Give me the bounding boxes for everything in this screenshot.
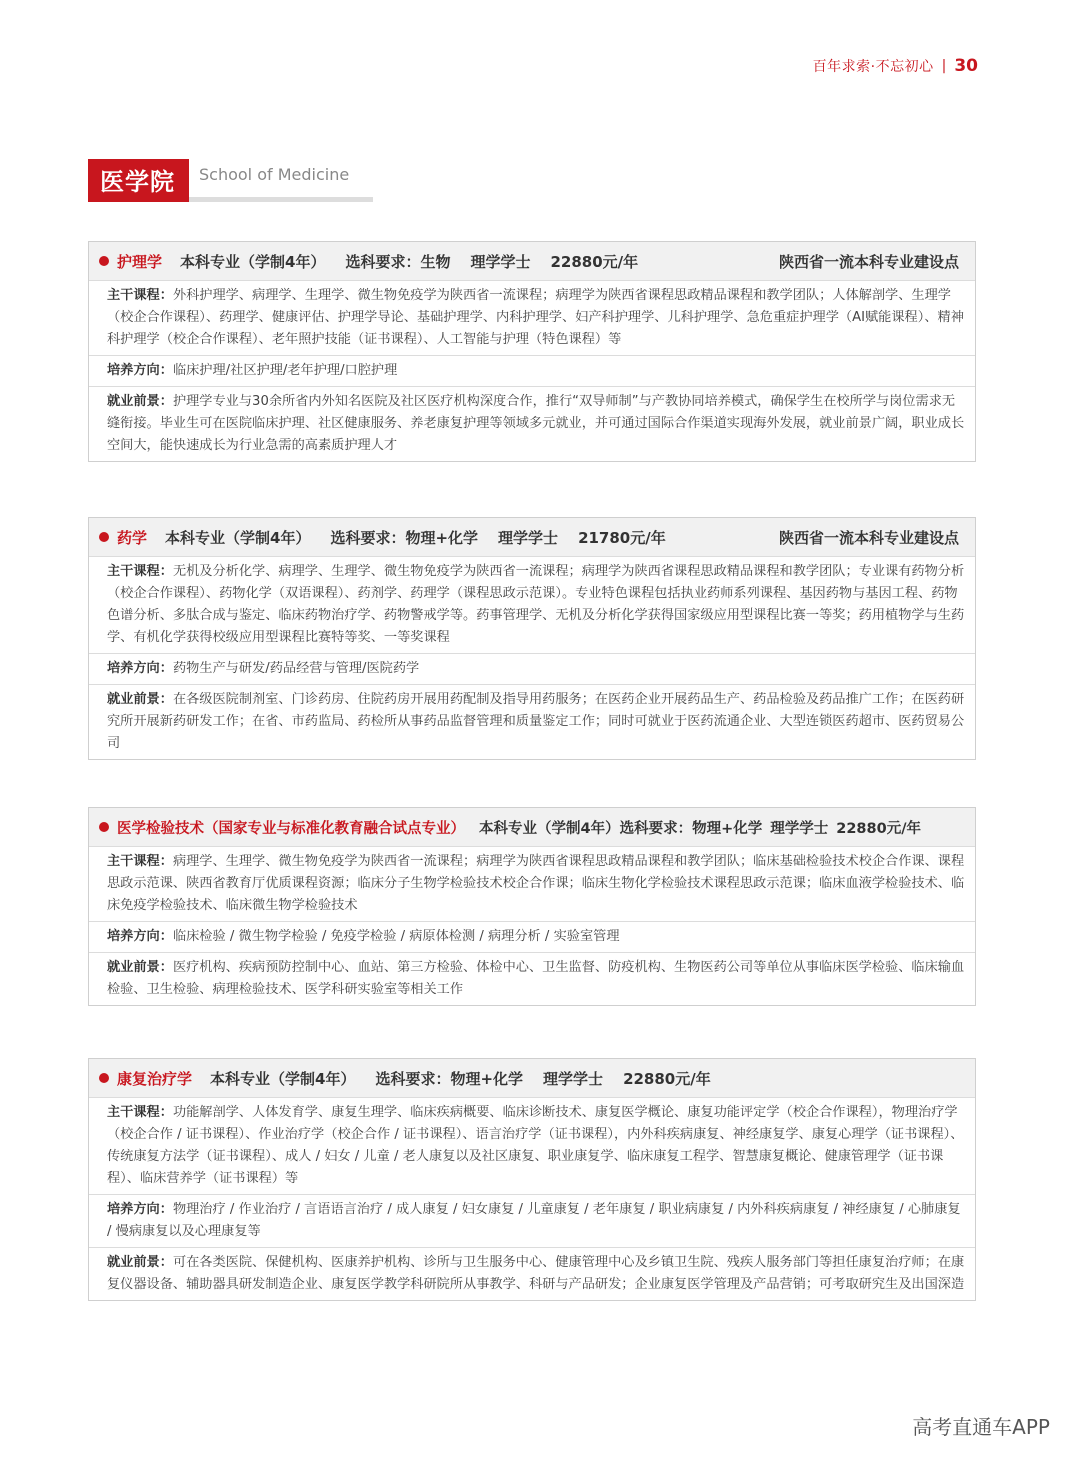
card-header [89,808,975,846]
courses-label: 主干课程： [107,854,173,869]
badge: 陕西省一流本科专业建设点 [778,528,959,547]
slogan: 百年求索·不忘初心 [812,59,934,75]
direction-text: 药物生产与研发/药品经营与管理/医院药学 [172,661,420,676]
courses-label: 主干课程： [107,288,173,303]
courses-label: 主干课程： [107,1105,173,1120]
courses-label: 主干课程： [107,564,173,579]
page-number: 30 [954,56,978,76]
section-title [88,159,373,202]
direction-row [89,653,975,684]
card-header [89,242,975,280]
major-name: 康复治疗学 [117,1069,193,1088]
section-title-en: School of Medicine [189,159,373,202]
degree-type: 本科专业（学制4年） [165,528,311,547]
tuition: 22880元/年 [623,1069,711,1088]
courses-text: 病理学、生理学、微生物免疫学为陕西省一流课程；病理学为陕西省课程思政精品课程和教学团队；临床基础检验技术校企合作课、课程思政示范课、陕西省教育厅优质课程资源；临床分子生物学检验技术校企合作课；临床生物化学检验技术课程思政示范课；临床血液学检验技术、临床免疫学检验技术、临床微生物学检验技术 [107,854,965,913]
degree: 理学学士 [543,1069,604,1088]
tuition: 22880元/年 [836,820,921,837]
bullet-dot-icon [99,256,109,266]
subject-requirement: 选科要求：生物 [345,252,451,271]
card-header [89,518,975,556]
major-card-nursing [88,241,976,462]
employment-text: 护理学专业与30余所省内外知名医院及社区医疗机构深度合作，推行“双导师制”与产教协同培养模式，确保学生在校所学与岗位需求无缝衔接。毕业生可在医院临床护理、社区健康服务、养老康复护理等领域多元就业，并可通过国际合作渠道实现海外发展，就业前景广阔，职业成长空间大，能快速成长为行业急需的高素质护理人才 [107,394,965,453]
watermark: 高考直通车APP [912,1415,1050,1439]
degree-type: 本科专业（学制4年） [479,820,620,837]
employment-row [89,684,975,759]
bullet-dot-icon [99,532,109,542]
courses-text: 外科护理学、病理学、生理学、微生物免疫学为陕西省一流课程；病理学为陕西省课程思政精品课程和教学团队；人体解剖学、生理学（校企合作课程）、药理学、健康评估、护理学导论、基础护理学、内科护理学、妇产科护理学、儿科护理学、急危重症护理学（AI赋能课程）、精神科护理学（校企合作课程）、老年照护技能（证书课程）、人工智能与护理（特色课程）等 [107,288,964,347]
tuition: 22880元/年 [550,252,639,271]
major-name: 医学检验技术（国家专业与标准化教育融合试点专业） [117,820,465,837]
subject-requirement: 选科要求：物理+化学 [619,820,763,837]
subject-requirement: 选科要求：物理+化学 [375,1069,524,1088]
card-header [89,1059,975,1097]
direction-row [89,921,975,952]
degree-type: 本科专业（学制4年） [180,252,326,271]
direction-row [89,355,975,386]
major-card-rehabilitation [88,1058,976,1301]
employment-text: 医疗机构、疾病预防控制中心、血站、第三方检验、体检中心、卫生监督、防疫机构、生物医药公司等单位从事临床医学检验、临床输血检验、卫生检验、病理检验技术、医学科研实验室等相关工作 [107,960,965,997]
direction-label: 培养方向： [107,363,173,378]
direction-text: 临床检验 / 微生物学检验 / 免疫学检验 / 病原体检测 / 病理分析 / 实验室管理 [172,929,620,944]
major-card-pharmacy [88,517,976,760]
courses-text: 功能解剖学、人体发育学、康复生理学、临床疾病概要、临床诊断技术、康复医学概论、康复功能评定学（校企合作课程），物理治疗学（校企合作 / 证书课程）、作业治疗学（校企合作 / 证书课程）、语言治疗学（证书课程），内外科疾病康复、神经康复学、康复心理学（证书课程）、传统康复方法学（证书课程）、成人 / 妇女 / 儿童 / 老人康复以及社区康复、职业康复学、临床康复工程学、智慧康复概论、健康管理学（证书课程）、临床营养学（证书课程）等 [107,1105,964,1186]
employment-text: 可在各类医院、保健机构、医康养护机构、诊所与卫生服务中心、健康管理中心及乡镇卫生院、残疾人服务部门等担任康复治疗师；在康复仪器设备、辅助器具研发制造企业、康复医学教学科研院所从事教学、科研与产品研发；企业康复医学管理及产品营销；可考取研究生及出国深造 [107,1255,965,1292]
courses-text: 无机及分析化学、病理学、生理学、微生物免疫学为陕西省一流课程；病理学为陕西省课程思政精品课程和教学团队；专业课有药物分析（校企合作课程）、药物化学（双语课程）、药剂学、药理学（课程思政示范课）。专业特色课程包括执业药师系列课程、基因药物与基因工程、药物色谱分析、多肽合成与鉴定、临床药物治疗学、药物警戒学等。药事管理学、无机及分析化学获得国家级应用型课程比赛一等奖；药用植物学与生药学、有机化学获得校级应用型课程比赛特等奖、一等奖课程 [107,564,965,645]
page-header [813,56,978,76]
direction-row [89,1194,975,1247]
badge: 陕西省一流本科专业建设点 [778,252,959,271]
bullet-dot-icon [99,822,109,832]
employment-label: 就业前景： [107,692,173,707]
employment-label: 就业前景： [107,1255,173,1270]
employment-row [89,952,975,1005]
subject-requirement: 选科要求：物理+化学 [330,528,479,547]
direction-label: 培养方向： [107,929,173,944]
header-separator: | [941,58,947,74]
direction-text: 临床护理/社区护理/老年护理/口腔护理 [172,363,398,378]
degree: 理学学士 [470,252,531,271]
major-card-lab-medicine [88,807,976,1006]
employment-label: 就业前景： [107,960,173,975]
section-title-zh: 医学院 [88,159,189,202]
bullet-dot-icon [99,1073,109,1083]
employment-row [89,1247,975,1300]
major-name: 护理学 [117,252,163,271]
courses-row [89,846,975,921]
major-name: 药学 [117,528,148,547]
direction-label: 培养方向： [107,1202,173,1217]
courses-row [89,1097,975,1194]
degree: 理学学士 [770,820,829,837]
courses-row [89,280,975,355]
employment-text: 在各级医院制剂室、门诊药房、住院药房开展用药配制及指导用药服务；在医药企业开展药品生产、药品检验及药品推广工作；在医药研究所开展新药研发工作；在省、市药监局、药检所从事药品监督管理和质量鉴定工作；同时可就业于医药流通企业、大型连锁医药超市、医药贸易公司 [107,692,965,751]
courses-row [89,556,975,653]
degree-type: 本科专业（学制4年） [210,1069,356,1088]
direction-label: 培养方向： [107,661,173,676]
degree: 理学学士 [498,528,559,547]
employment-label: 就业前景： [107,394,173,409]
employment-row [89,386,975,461]
direction-text: 物理治疗 / 作业治疗 / 言语语言治疗 / 成人康复 / 妇女康复 / 儿童康复 / 老年康复 / 职业病康复 / 内外科疾病康复 / 神经康复 / 心肺康复 / 慢病康复以及心理康复等 [107,1202,961,1239]
tuition: 21780元/年 [578,528,666,547]
